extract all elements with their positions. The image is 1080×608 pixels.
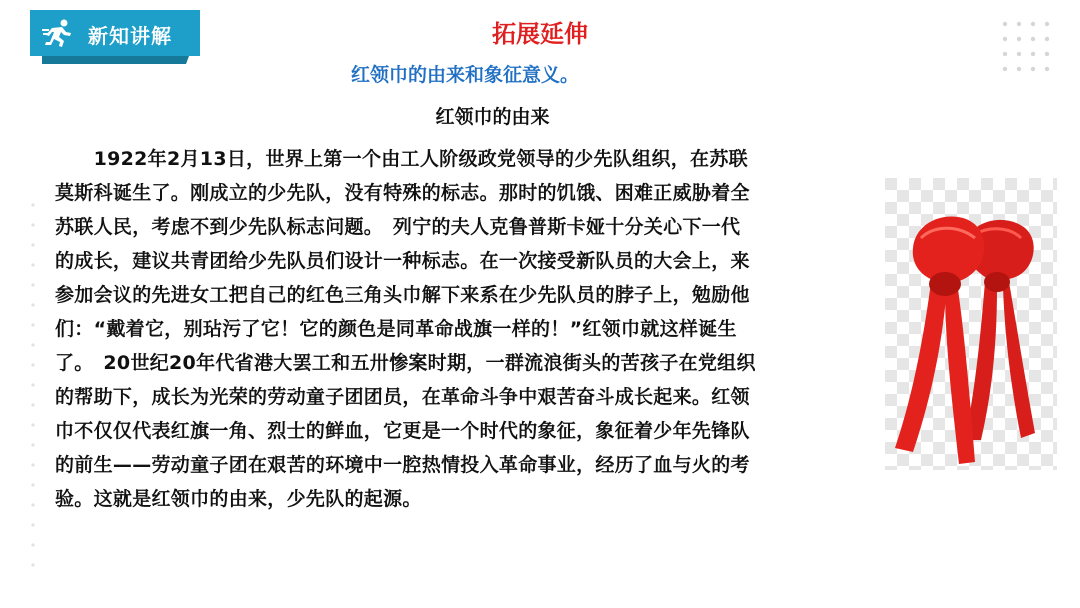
article-line: 的成长，建议共青团给少先队员们设计一种标志。在一次接受新队员的大会上，来 bbox=[55, 250, 750, 272]
article-line: 的帮助下，成长为光荣的劳动童子团团员，在革命斗争中艰苦奋斗成长起来。红领 bbox=[55, 386, 750, 408]
article-line: 苏联人民，考虑不到少先队标志问题。 列宁的夫人克鲁普斯卡娅十分关心下一代 bbox=[55, 216, 741, 238]
page-title: 拓展延伸 bbox=[492, 20, 588, 48]
article-line: 1922年2月13日，世界上第一个由工人阶级政党领导的少先队组织，在苏联 bbox=[55, 148, 748, 170]
article-line: 莫斯科诞生了。刚成立的少先队，没有特殊的标志。那时的饥饿、困难正威胁着全 bbox=[55, 182, 750, 204]
section-title: 红领巾的由来 bbox=[435, 106, 550, 128]
red-scarf-icon bbox=[885, 178, 1057, 470]
article-line: 巾不仅仅代表红旗一角、烈士的鲜血，它更是一个时代的象征，象征着少年先锋队 bbox=[55, 420, 750, 442]
article-line: 参加会议的先进女工把自己的红色三角头巾解下来系在少先队员的脖子上，勉励他 bbox=[55, 284, 750, 306]
badge-label: 新知讲解 bbox=[88, 24, 172, 48]
article-line: 的前生——劳动童子团在艰苦的环境中一腔热情投入革命事业，经历了血与火的考 bbox=[55, 454, 750, 476]
article-line: 们：“戴着它，别玷污了它！它的颜色是同革命战旗一样的！”红领巾就这样诞生 bbox=[55, 318, 737, 340]
dotted-line-left bbox=[30, 200, 36, 580]
article-line: 了。 20世纪20年代省港大罢工和五卅惨案时期，一群流浪街头的苦孩子在党组织 bbox=[55, 352, 756, 374]
article-body bbox=[55, 142, 865, 516]
page-subtitle: 红领巾的由来和象征意义。 bbox=[350, 64, 579, 86]
article-line: 验。这就是红领巾的由来，少先队的起源。 bbox=[55, 488, 422, 510]
